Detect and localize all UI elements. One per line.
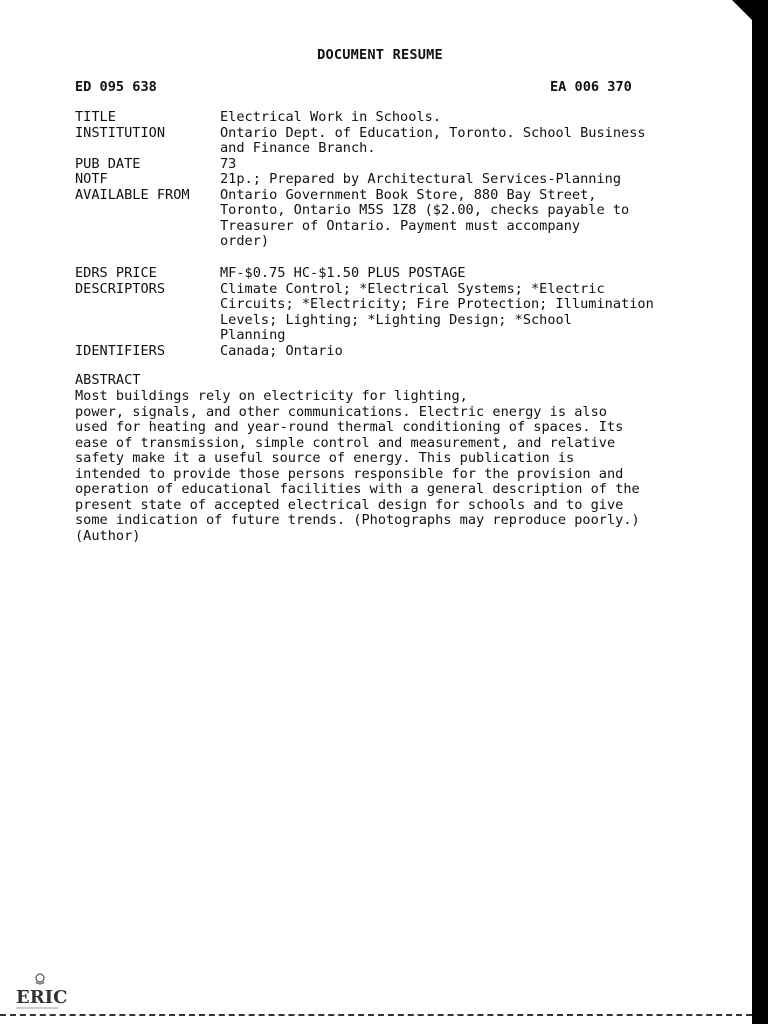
- field-label: DESCRIPTORS: [75, 280, 166, 297]
- field-row-pub-date: [75, 157, 735, 173]
- field-label: AVAILABLE FROM: [75, 186, 190, 203]
- abstract-text: Most buildings rely on electricity for lighting, power, signals, and other communications. Electric energy is also used for heating and year-round thermal conditioning of spaces. Its ease of transmission, simple control and measurement, and relative safety make it a useful source of energy. This publication is intended to provide those persons responsible for the provision and operation of educational facilities with a general description of the present state of accepted electrical design for schools and to give some indication of future trends. (Photographs may reproduce poorly.) (Author): [75, 388, 640, 544]
- field-label: TITLE: [75, 109, 116, 125]
- field-row-institution: [75, 126, 735, 157]
- field-value: MF-$0.75 HC-$1.50 PLUS POSTAGE: [220, 265, 466, 281]
- field-row-identifiers: [75, 344, 735, 360]
- document-title: DOCUMENT RESUME: [317, 47, 443, 63]
- field-label: IDENTIFIERS: [75, 342, 166, 359]
- abstract-label: ABSTRACT: [75, 372, 141, 388]
- metadata-fields-bottom: [75, 266, 735, 359]
- field-value: Ontario Dept. of Education, Toronto. School Business and Finance Branch.: [220, 124, 646, 156]
- field-row-note: [75, 172, 735, 188]
- ea-number: EA 006 370: [550, 79, 632, 95]
- eric-logo-icon: [14, 972, 68, 1012]
- field-row-title: [75, 110, 735, 126]
- field-label: NOTF: [75, 171, 108, 187]
- field-value: Ontario Government Book Store, 880 Bay Street, Toronto, Ontario M5S 1Z8 ($2.00, checks payable to Treasurer of Ontario. Payment must accompany order): [220, 186, 630, 249]
- field-row-edrs-price: [75, 266, 735, 282]
- page-corner: [732, 0, 754, 22]
- field-row-descriptors: [75, 282, 735, 344]
- metadata-fields-top: [75, 110, 735, 250]
- field-row-available-from: [75, 188, 735, 250]
- field-value: Climate Control; *Electrical Systems; *Electric Circuits; *Electricity; Fire Protection; Illumination Levels; Lighting; *Lighting Design; *School Planning: [220, 280, 654, 343]
- field-value: 73: [220, 155, 237, 172]
- footer-rule: [0, 1014, 752, 1016]
- field-label: PUB DATE: [75, 155, 141, 172]
- field-label: EDRS PRICE: [75, 265, 157, 281]
- ed-number: ED 095 638: [75, 79, 157, 95]
- field-value: 21p.; Prepared by Architectural Services-Planning: [220, 171, 622, 187]
- field-value: Canada; Ontario: [220, 342, 343, 359]
- field-label: INSTITUTION: [75, 124, 166, 141]
- eric-logo-text: ERIC: [16, 987, 68, 1008]
- field-value: Electrical Work in Schools.: [220, 109, 441, 125]
